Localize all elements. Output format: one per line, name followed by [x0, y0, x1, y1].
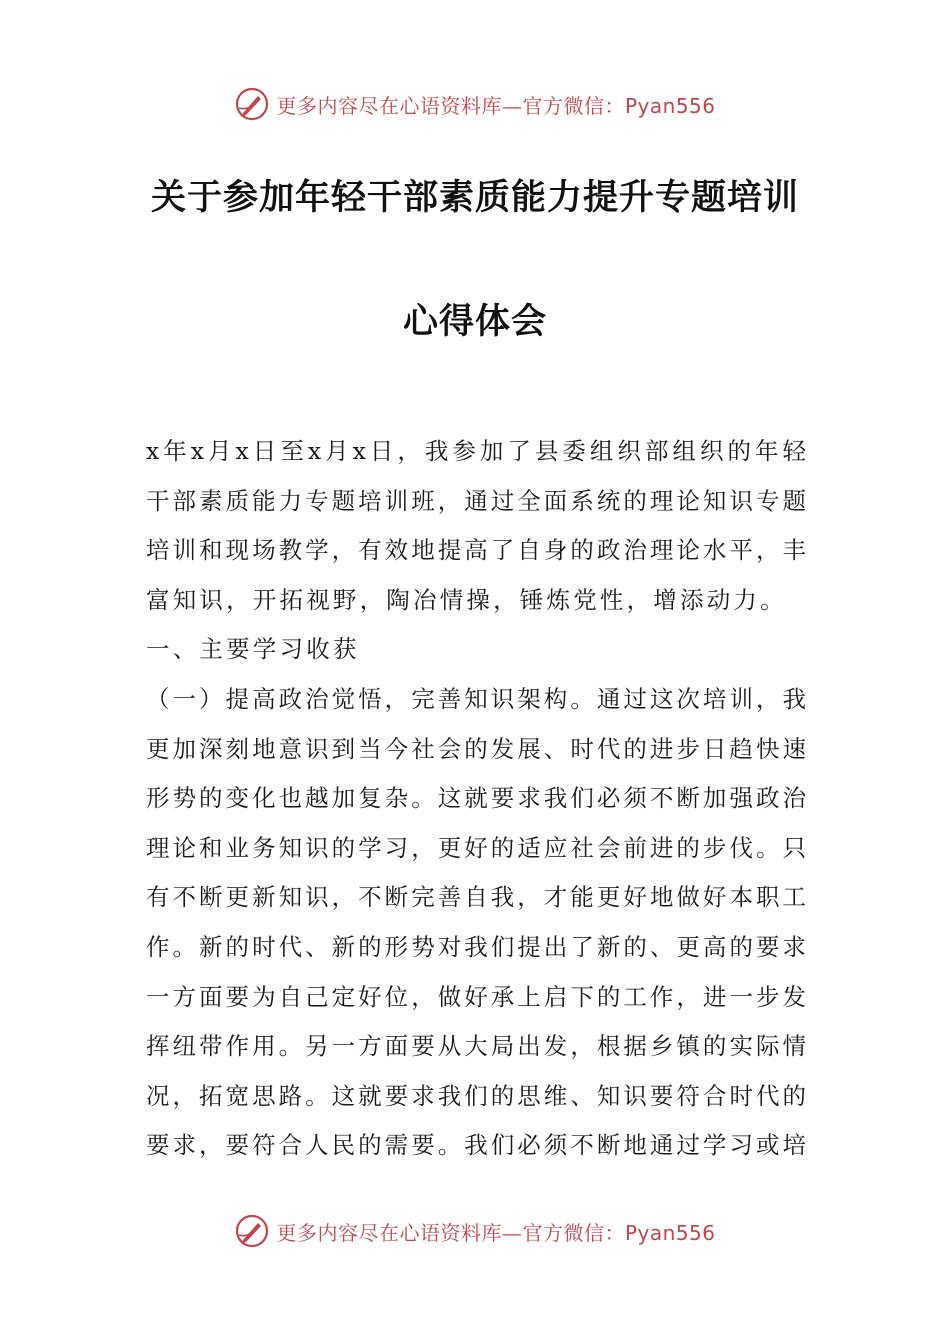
body-line: 更加深刻地意识到当今社会的发展、时代的进步日趋快速 [146, 734, 806, 763]
body-line: 作。新的时代、新的形势对我们提出了新的、更高的要求 [146, 932, 806, 961]
body-line: 干部素质能力专题培训班，通过全面系统的理论知识专题 [146, 486, 806, 515]
body-line: 一方面要为自己定好位，做好承上启下的工作，进一步发 [146, 982, 806, 1011]
body-line: 理论和业务知识的学习，更好的适应社会前进的步伐。只 [146, 833, 806, 862]
wechat-id: Pyan556 [624, 1220, 716, 1245]
banner-text: 更多内容尽在心语资料库—官方微信：Pyan556 [276, 93, 716, 118]
body-line: 挥纽带作用。另一方面要从大局出发，根据乡镇的实际情 [146, 1032, 806, 1061]
body-line: 培训和现场教学，有效地提高了自身的政治理论水平，丰 [146, 536, 806, 565]
document-title-line2: 心得体会 [402, 302, 547, 342]
body-line: 况，拓宽思路。这就要求我们的思维、知识要符合时代的 [146, 1081, 806, 1110]
header-banner [0, 84, 950, 124]
pen-logo-icon [234, 1213, 270, 1249]
body-line: （一）提高政治觉悟，完善知识架构。通过这次培训，我 [146, 684, 806, 713]
pen-logo-icon [234, 86, 270, 122]
banner-text: 更多内容尽在心语资料库—官方微信：Pyan556 [276, 1220, 716, 1245]
footer-banner [0, 1211, 950, 1251]
section-heading: 一、主要学习收获 [146, 635, 360, 664]
body-line: x年x月x日至x月x日，我参加了县委组织部组织的年轻 [146, 437, 806, 465]
body-line: 要求，要符合人民的需要。我们必须不断地通过学习或培 [146, 1131, 806, 1160]
body-line: 形势的变化也越加复杂。这就要求我们必须不断加强政治 [146, 784, 806, 813]
document-body [146, 427, 806, 1171]
body-line: 富知识，开拓视野，陶冶情操，锤炼党性，增添动力。 [146, 585, 787, 614]
document-title-line1: 关于参加年轻干部素质能力提升专题培训 [150, 178, 799, 218]
body-line: 有不断更新知识，不断完善自我，才能更好地做好本职工 [146, 883, 806, 912]
wechat-id: Pyan556 [624, 93, 716, 118]
